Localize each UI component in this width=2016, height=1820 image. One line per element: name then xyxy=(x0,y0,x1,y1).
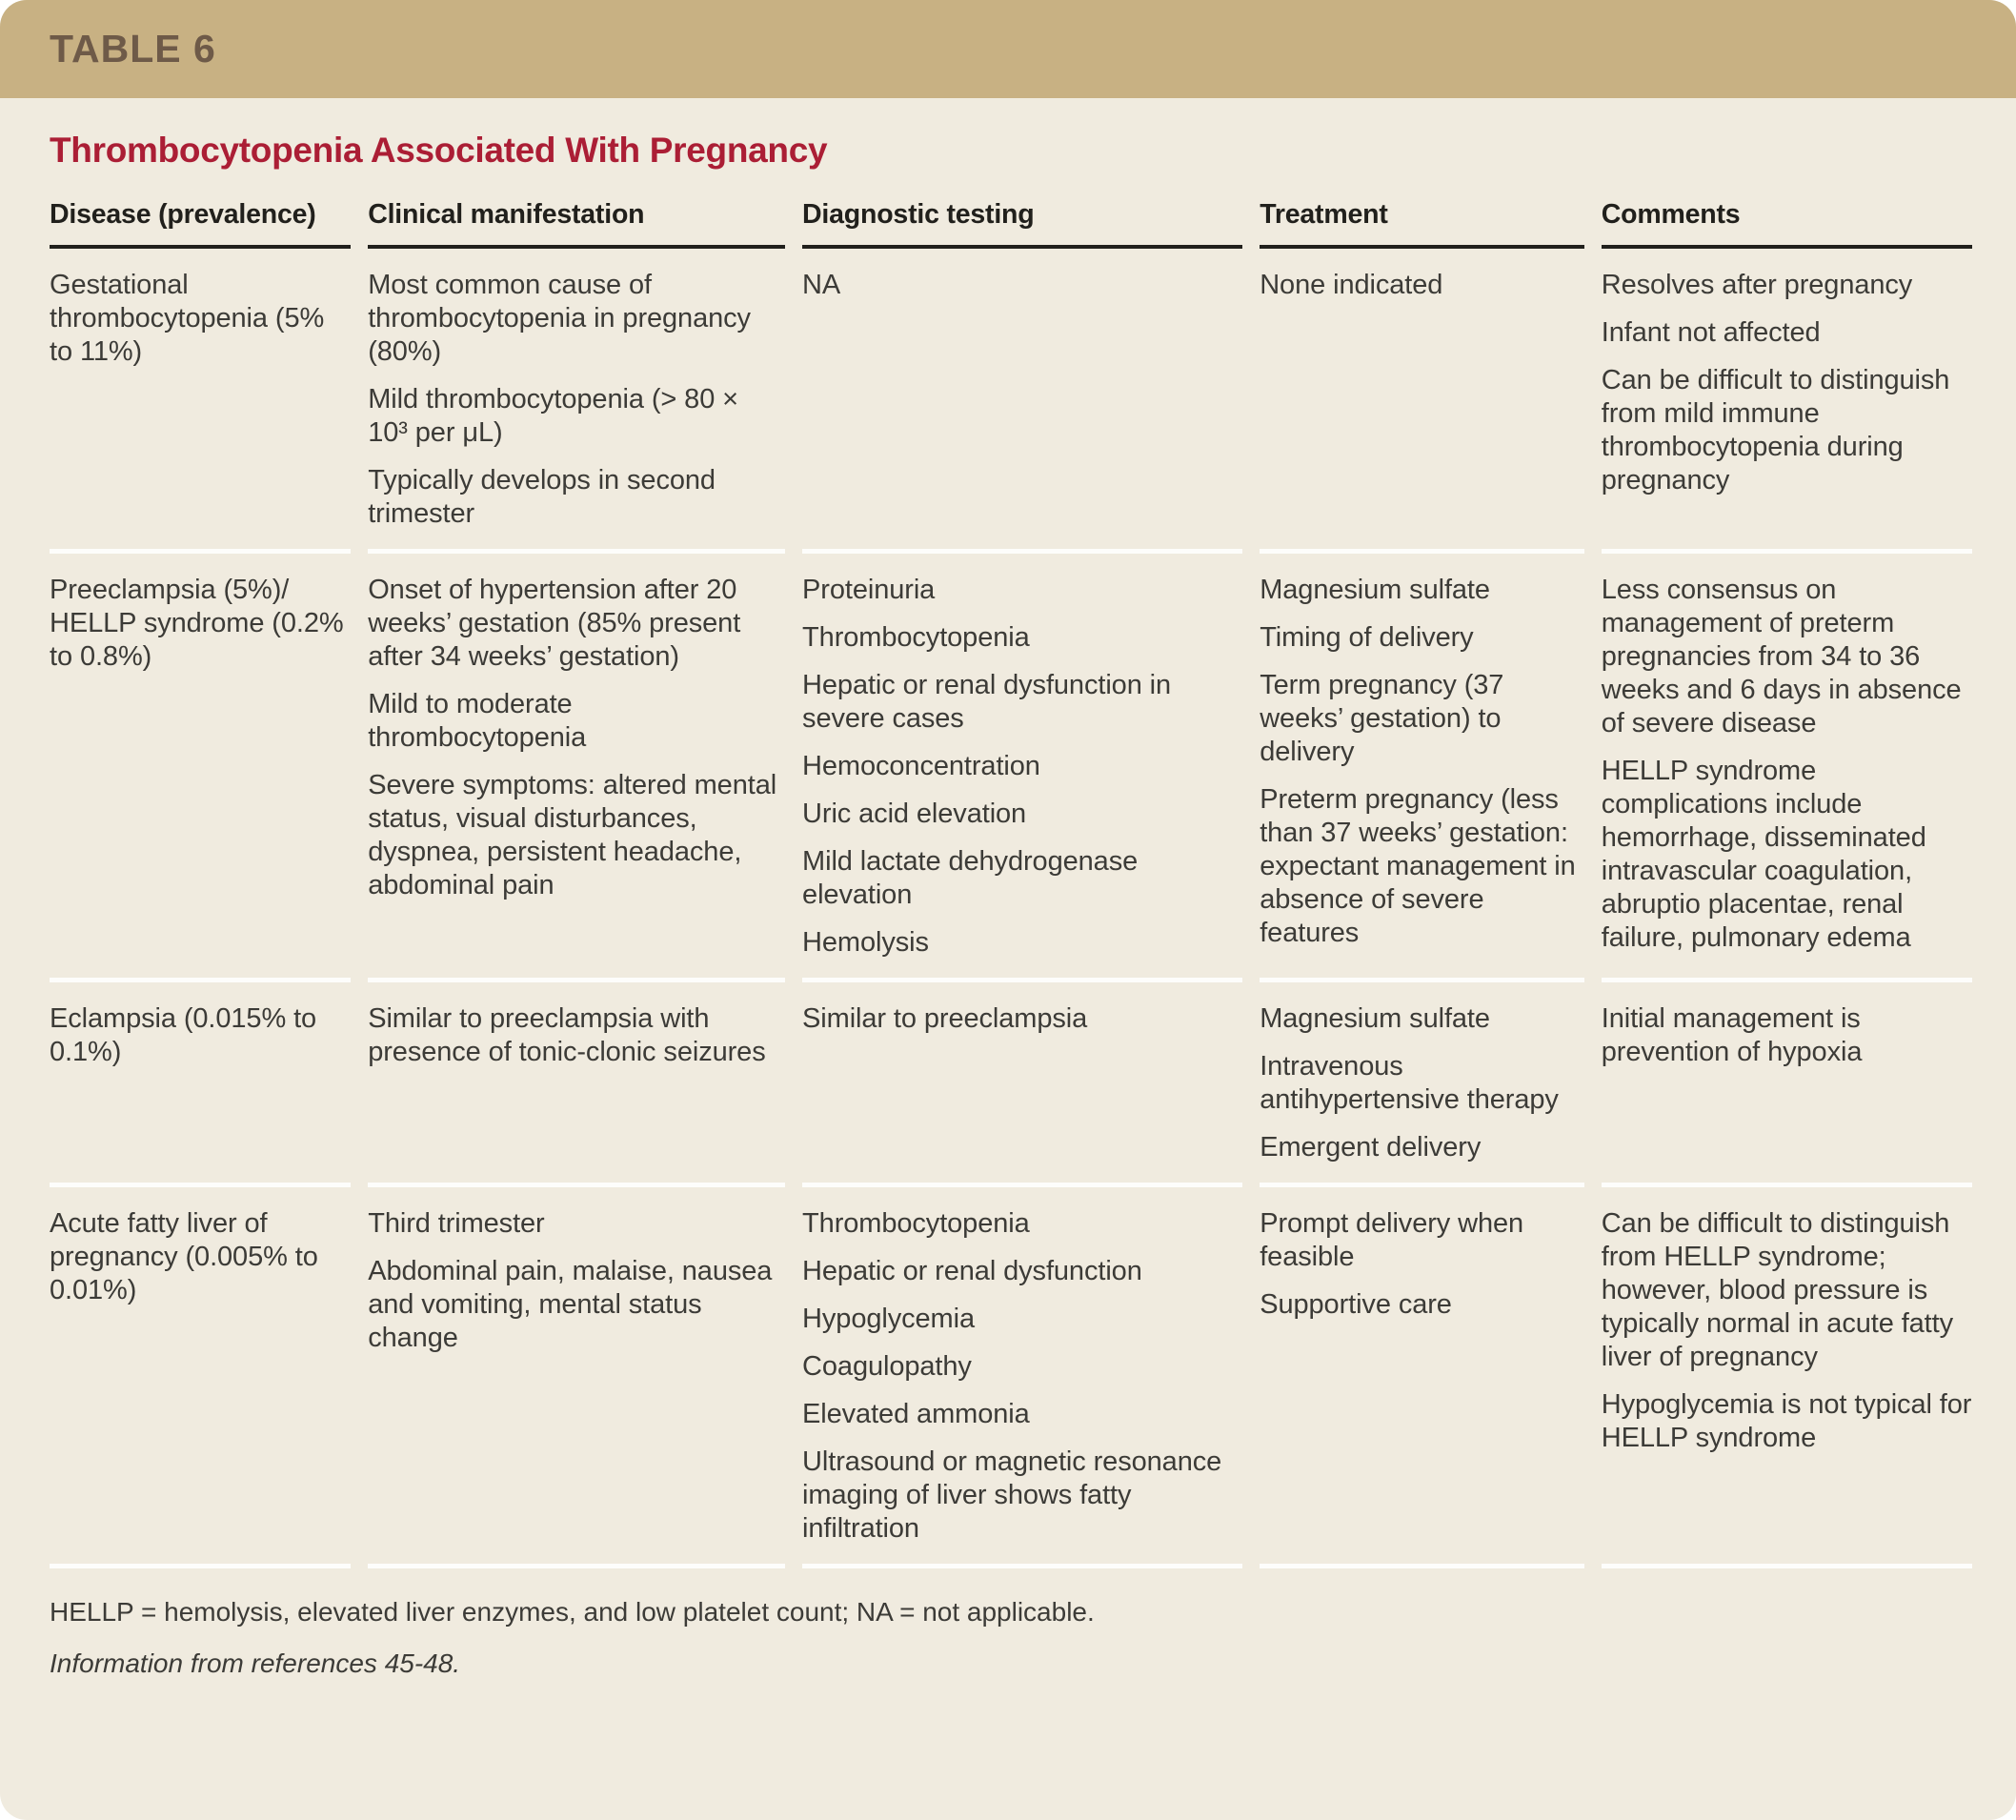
cell-diagnostic-testing xyxy=(802,1187,1242,1568)
cell-paragraph: Ultrasound or magnetic resonance imaging of liver shows fatty infiltration xyxy=(802,1446,1222,1544)
column-header-treatment: Treatment xyxy=(1260,199,1584,249)
cell-diagnostic-testing xyxy=(802,249,1242,554)
cell-paragraph: Mild thrombocytopenia (> 80 × 10³ per μL) xyxy=(368,384,739,448)
cell-comments xyxy=(1602,982,1972,1187)
cell-paragraph: Typically develops in second trimester xyxy=(368,465,716,529)
cell-paragraph: Mild lactate dehydrogenase elevation xyxy=(802,846,1139,910)
cell-clinical-manifestation xyxy=(368,554,785,982)
cell-paragraph: Emergent delivery xyxy=(1260,1132,1482,1163)
cell-paragraph: Elevated ammonia xyxy=(802,1399,1030,1429)
cell-paragraph: Term pregnancy (37 weeks’ gestation) to delivery xyxy=(1260,670,1504,767)
column-header-comments: Comments xyxy=(1602,199,1972,249)
cell-disease xyxy=(50,982,351,1187)
cell-paragraph: Magnesium sulfate xyxy=(1260,1003,1490,1034)
cell-diagnostic-testing xyxy=(802,982,1242,1187)
cell-paragraph: Acute fatty liver of pregnancy (0.005% to 0.01%) xyxy=(50,1208,318,1305)
cell-paragraph: Hypoglycemia xyxy=(802,1304,975,1334)
cell-paragraph: Preeclampsia (5%)/ HELLP syndrome (0.2% to 0.8%) xyxy=(50,575,344,672)
column-header-clinical-manifestation: Clinical manifestation xyxy=(368,199,785,249)
cell-comments xyxy=(1602,554,1972,982)
table-row xyxy=(50,982,1972,1187)
table-row xyxy=(50,554,1972,982)
table-label: TABLE 6 xyxy=(50,27,216,71)
cell-paragraph: Supportive care xyxy=(1260,1289,1452,1320)
cell-paragraph: Resolves after pregnancy xyxy=(1601,270,1913,300)
cell-clinical-manifestation xyxy=(368,982,785,1187)
cell-paragraph: Coagulopathy xyxy=(802,1351,972,1382)
cell-paragraph: Hemolysis xyxy=(802,927,929,958)
cell-comments xyxy=(1602,249,1972,554)
cell-paragraph: Hepatic or renal dysfunction xyxy=(802,1256,1142,1286)
cell-paragraph: Less consensus on management of preterm pregnancies from 34 to 36 weeks and 6 days in absence of severe disease xyxy=(1601,575,1962,738)
table-title: Thrombocytopenia Associated With Pregnancy xyxy=(50,131,828,170)
table-row xyxy=(50,1187,1972,1568)
cell-paragraph: Preterm pregnancy (less than 37 weeks’ gestation: expectant management in absence of severe features xyxy=(1260,784,1576,948)
cell-paragraph: Infant not affected xyxy=(1601,317,1821,348)
column-header-diagnostic-testing: Diagnostic testing xyxy=(802,199,1242,249)
cell-paragraph: Most common cause of thrombocytopenia in pregnancy (80%) xyxy=(368,270,751,367)
footnotes xyxy=(50,1568,1972,1683)
cell-paragraph: Severe symptoms: altered mental status, visual disturbances, dyspnea, persistent headache, abdominal pain xyxy=(368,770,777,900)
cell-paragraph: NA xyxy=(802,270,841,300)
cell-paragraph: Hepatic or renal dysfunction in severe cases xyxy=(802,670,1172,734)
cell-treatment xyxy=(1260,249,1584,554)
cell-paragraph: Similar to preeclampsia xyxy=(802,1003,1088,1034)
cell-treatment xyxy=(1260,554,1584,982)
cell-paragraph: Can be difficult to distinguish from HELLP syndrome; however, blood pressure is typically normal in acute fatty liver of pregnancy xyxy=(1601,1208,1953,1372)
cell-disease xyxy=(50,249,351,554)
cell-paragraph: Initial management is prevention of hypoxia xyxy=(1601,1003,1863,1067)
table-head xyxy=(50,199,1972,249)
cell-paragraph: HELLP syndrome complications include hemorrhage, disseminated intravascular coagulation, abruptio placentae, renal failure, pulmonary edema xyxy=(1601,756,1926,953)
source-note: Information from references 45-48. xyxy=(50,1648,461,1678)
cell-paragraph: Hemoconcentration xyxy=(802,751,1040,781)
cell-paragraph: Mild to moderate thrombocytopenia xyxy=(368,689,587,753)
cell-paragraph: Can be difficult to distinguish from mild immune thrombocytopenia during pregnancy xyxy=(1601,365,1950,495)
abbreviation-note: HELLP = hemolysis, elevated liver enzymes, and low platelet count; NA = not applicable. xyxy=(50,1597,1095,1627)
cell-disease xyxy=(50,554,351,982)
cell-paragraph: Thrombocytopenia xyxy=(802,622,1030,653)
cell-paragraph: Third trimester xyxy=(368,1208,545,1239)
cell-paragraph: Intravenous antihypertensive therapy xyxy=(1260,1051,1559,1115)
cell-paragraph: Prompt delivery when feasible xyxy=(1260,1208,1524,1272)
cell-clinical-manifestation xyxy=(368,1187,785,1568)
cell-treatment xyxy=(1260,982,1584,1187)
cell-comments xyxy=(1602,1187,1972,1568)
cell-paragraph: None indicated xyxy=(1260,270,1443,300)
cell-clinical-manifestation xyxy=(368,249,785,554)
cell-paragraph: Eclampsia (0.015% to 0.1%) xyxy=(50,1003,317,1067)
table-header-bar xyxy=(0,0,2016,98)
cell-paragraph: Timing of delivery xyxy=(1260,622,1474,653)
cell-disease xyxy=(50,1187,351,1568)
cell-paragraph: Abdominal pain, malaise, nausea and vomiting, mental status change xyxy=(368,1256,773,1353)
cell-paragraph: Onset of hypertension after 20 weeks’ gestation (85% present after 34 weeks’ gestation) xyxy=(368,575,741,672)
cell-paragraph: Uric acid elevation xyxy=(802,799,1027,829)
cell-paragraph: Proteinuria xyxy=(802,575,936,605)
cell-paragraph: Thrombocytopenia xyxy=(802,1208,1030,1239)
data-table xyxy=(32,199,1989,1568)
table-body-area xyxy=(0,98,2016,1820)
cell-paragraph: Magnesium sulfate xyxy=(1260,575,1490,605)
cell-paragraph: Gestational thrombocytopenia (5% to 11%) xyxy=(50,270,325,367)
cell-paragraph: Hypoglycemia is not typical for HELLP syndrome xyxy=(1601,1389,1972,1453)
cell-diagnostic-testing xyxy=(802,554,1242,982)
header-row xyxy=(50,199,1972,249)
table-row xyxy=(50,249,1972,554)
cell-treatment xyxy=(1260,1187,1584,1568)
column-header-disease: Disease (prevalence) xyxy=(50,199,351,249)
cell-paragraph: Similar to preeclampsia with presence of tonic-clonic seizures xyxy=(368,1003,766,1067)
table-body xyxy=(50,249,1972,1568)
